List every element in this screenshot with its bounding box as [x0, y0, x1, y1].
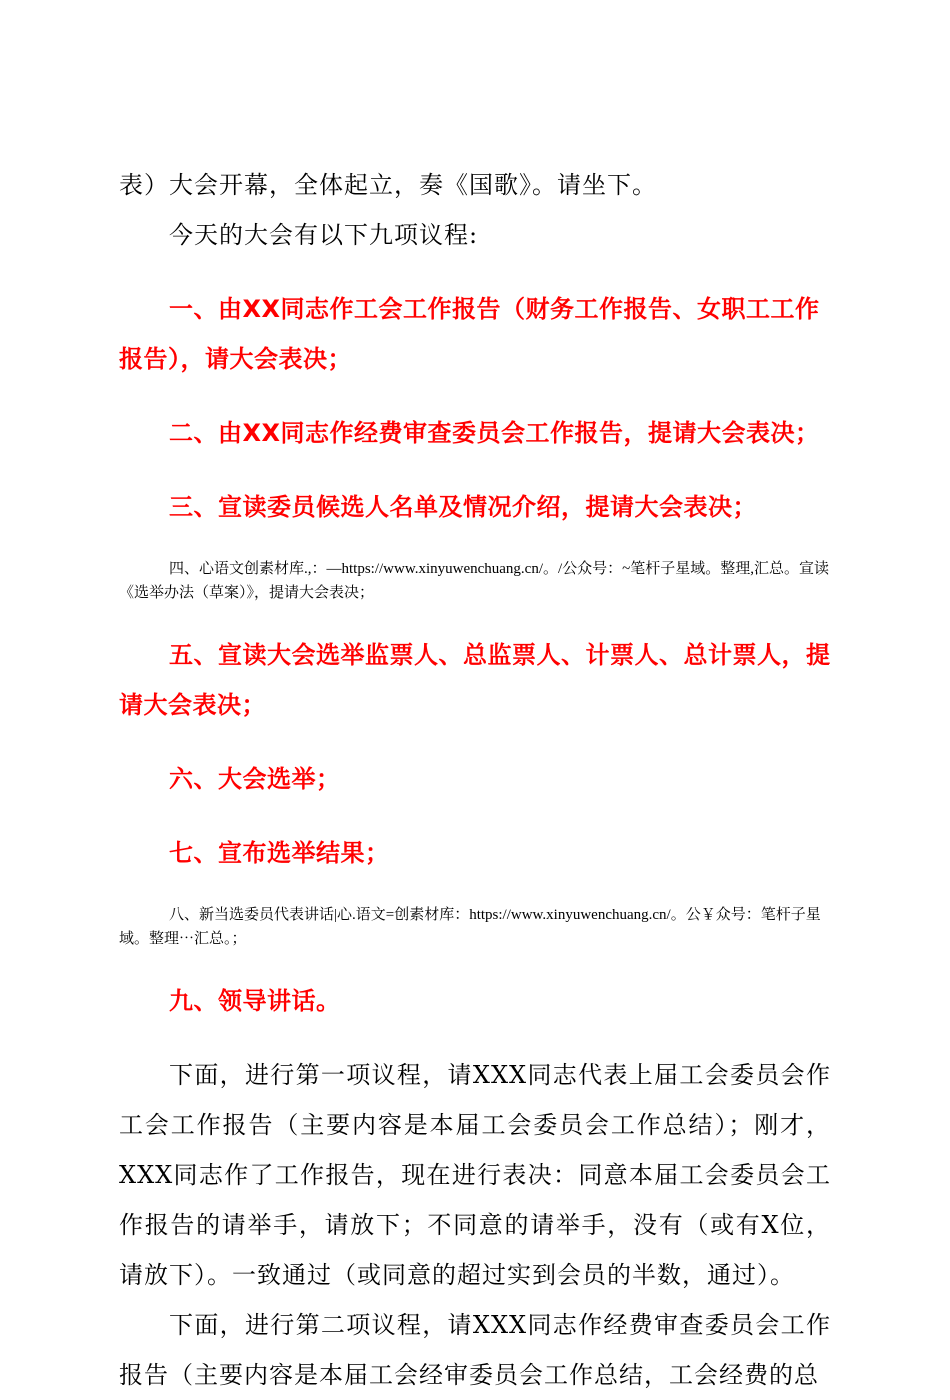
paragraph-second-item: 下面，进行第二项议程，请XXX同志作经费审查委员会工作报告（主要内容是本届工会经审委员会工作总结，工会经费的总	[119, 1311, 831, 1389]
agenda-item-5: 五、宣读大会选举监票人、总监票人、计票人、总计票人，提请大会表决；	[119, 641, 831, 719]
document-body	[119, 160, 831, 1400]
opening-line: 表）大会开幕，全体起立，奏《国歌》。请坐下。	[119, 171, 657, 199]
agenda-item-3: 三、宣读委员候选人名单及情况介绍，提请大会表决；	[169, 493, 757, 521]
agenda-intro: 今天的大会有以下九项议程:	[169, 221, 479, 249]
agenda-item-4: 四、心语文创素材库.,：—https://www.xinyuwenchuang.cn/。/公众号：~笔杆子星域。整理,汇总。宣读《选举办法（草案）》，提请大会表决；	[119, 561, 830, 601]
agenda-item-7: 七、宣布选举结果；	[169, 839, 390, 867]
agenda-item-2: 二、由XX同志作经费审查委员会工作报告，提请大会表决；	[169, 419, 820, 447]
agenda-item-9: 九、领导讲话。	[169, 987, 341, 1015]
agenda-item-1: 一、由XX同志作工会工作报告（财务工作报告、女职工工作报告），请大会表决；	[119, 295, 820, 373]
agenda-item-6: 六、大会选举；	[169, 765, 341, 793]
paragraph-first-item: 下面，进行第一项议程，请XXX同志代表上届工会委员会作工会工作报告（主要内容是本届工会委员会工作总结）；刚才，XXX同志作了工作报告，现在进行表决：同意本届工会委员会工作报告的请举手，请放下；不同意的请举手，没有（或有X位，请放下）。一致通过（或同意的超过实到会员的半数，通过）。	[119, 1061, 831, 1289]
agenda-item-8: 八、新当选委员代表讲话|心.语文=创素材库：https://www.xinyuwenchuang.cn/。公￥众号：笔杆子星域。整理⋯汇总。；	[119, 907, 821, 947]
